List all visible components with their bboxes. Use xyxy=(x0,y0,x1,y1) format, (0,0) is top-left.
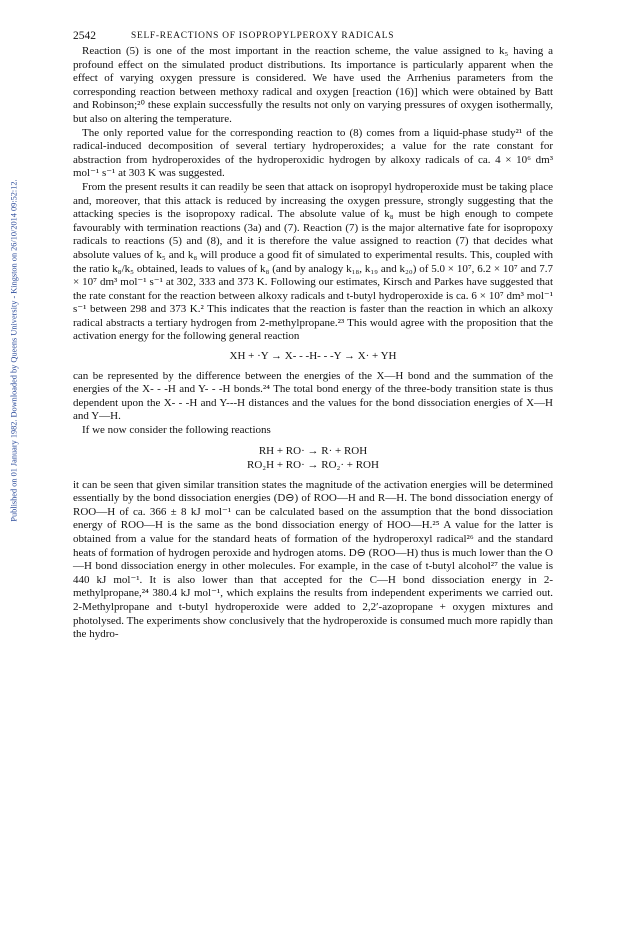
download-notice xyxy=(0,30,28,670)
equation-ro2h-ro: RO₂H + RO· → RO₂· + ROH xyxy=(247,459,379,472)
paragraph-3: From the present results it can readily be seen that attack on isopropyl hydroperoxide must be taking place and, moreover, that this attack is reduced by increasing the oxygen pressure, strongly suggesting that the attacking species is the isopropoxy radical. The absolute value of k₈ must be high enough to compete favourably with termination reactions (3a) and (7). Reaction (7) is the major alternative fate for isopropoxy radicals to reactions (5) and (8), and it is therefore the value assigned to reaction (7) that decides what absolute values of k₅ and k₈ will produce a good fit of simulated to experimental results. This, coupled with the ratio k₈/k₅ obtained, leads to values of k₈ (and by analogy k₁₈, k₁₉ and k₂₀) of 5.0 × 10⁷, 6.2 × 10⁷ and 7.7 × 10⁷ dm³ mol⁻¹ s⁻¹ at 302, 333 and 373 K. Following our estimates, Kirsch and Parkes have suggested that the rate constant for the reaction between alkoxy radicals and t-butyl hydroperoxide is ca. 6 × 10⁷ dm³ mol⁻¹ s⁻¹ between 298 and 373 K.² This indicates that the reaction is faster than the reaction in which an alkoxy radical abstracts a tertiary hydrogen from 2-methylpropane.²³ This would agree with the proposition that the activation energy for the following general reaction xyxy=(73,180,553,343)
equation-rh-ro: RH + RO· → R· + ROH xyxy=(258,444,368,457)
paragraph-2: The only reported value for the corresponding reaction to (8) comes from a liquid-phase study²¹ of the radical-induced decomposition of several tertiary hydroperoxides; a value for the rate constant for abstraction from hydroperoxides of the hydroperoxidic hydrogen by alkoxy radicals of ca. 4 × 10⁶ dm³ mol⁻¹ s⁻¹ at 303 K was suggested. xyxy=(73,126,553,180)
page-header xyxy=(73,29,553,44)
journal-page xyxy=(73,29,553,642)
paragraph-5: If we now consider the following reactions xyxy=(82,424,271,437)
paragraph-4: can be represented by the difference between the energies of the X—H bond and the summation of the energies of the X- - -H and Y- - -H bonds.²⁴ The total bond energy of the three-body transition state is thus dependent upon the X- - -H and Y---H distances and the values for the bond dissociation energies of X—H and Y—H. xyxy=(73,369,553,423)
download-notice-text: Published on 01 January 1982. Downloaded by Queens University - Kingston on 26/10/2014 09:52:12. xyxy=(9,178,19,522)
equation-block xyxy=(73,444,553,473)
running-title: SELF-REACTIONS OF ISOPROPYLPEROXY RADICALS xyxy=(131,31,395,41)
paragraph-6: it can be seen that given similar transition states the magnitude of the activation energies will be determined essentially by the bond dissociation energies (D⊖) of ROO—H and R—H. The bond dissociation energy of ROO—H of ca. 366 ± 8 kJ mol⁻¹ can be calculated based on the assumption that the bond dissociation energy of ROO—H is the same as the bond dissociation energy of HOO—H.²⁵ A value for the latter is obtained from a value for the standard heats of formation of the hydroperoxyl radical²⁶ and the standard heats of formation of hydrogen peroxide and hydrogen atoms. D⊖ (ROO—H) thus is much lower than the O—H bond dissociation energy in other molecules. For example, in the case of t-butyl alcohol²⁷ the value is 440 kJ mol⁻¹. It is also lower than that accepted for the C—H bond dissociation energy in 2-methylpropane,²⁴ 380.4 kJ mol⁻¹, which explains the results from independent experiments we carried out. 2-Methylpropane and t-butyl hydroperoxide were added to 2,2′-azopropane + oxygen mixtures and photolysed. The experiments show conclusively that the hydroperoxide is consumed much more rapidly than the hydro- xyxy=(73,478,553,641)
paragraph-1: Reaction (5) is one of the most important in the reaction scheme, the value assigned to k₅ having a profound effect on the simulated product distributions. Its importance is particularly apparent when the effect of varying oxygen pressure is considered. We have used the Arrhenius parameters from the corresponding reaction between methoxy radical and oxygen [reaction (16)] which were obtained by Batt and Robinson;²⁰ these explain successfully the results not only on varying pressures of oxygen isothermally, but also on altering the temperature. xyxy=(73,45,553,125)
page-number: 2542 xyxy=(73,30,96,42)
equation-general-reaction: XH + ·Y → X- - -H- - -Y → X· + YH xyxy=(229,350,397,363)
